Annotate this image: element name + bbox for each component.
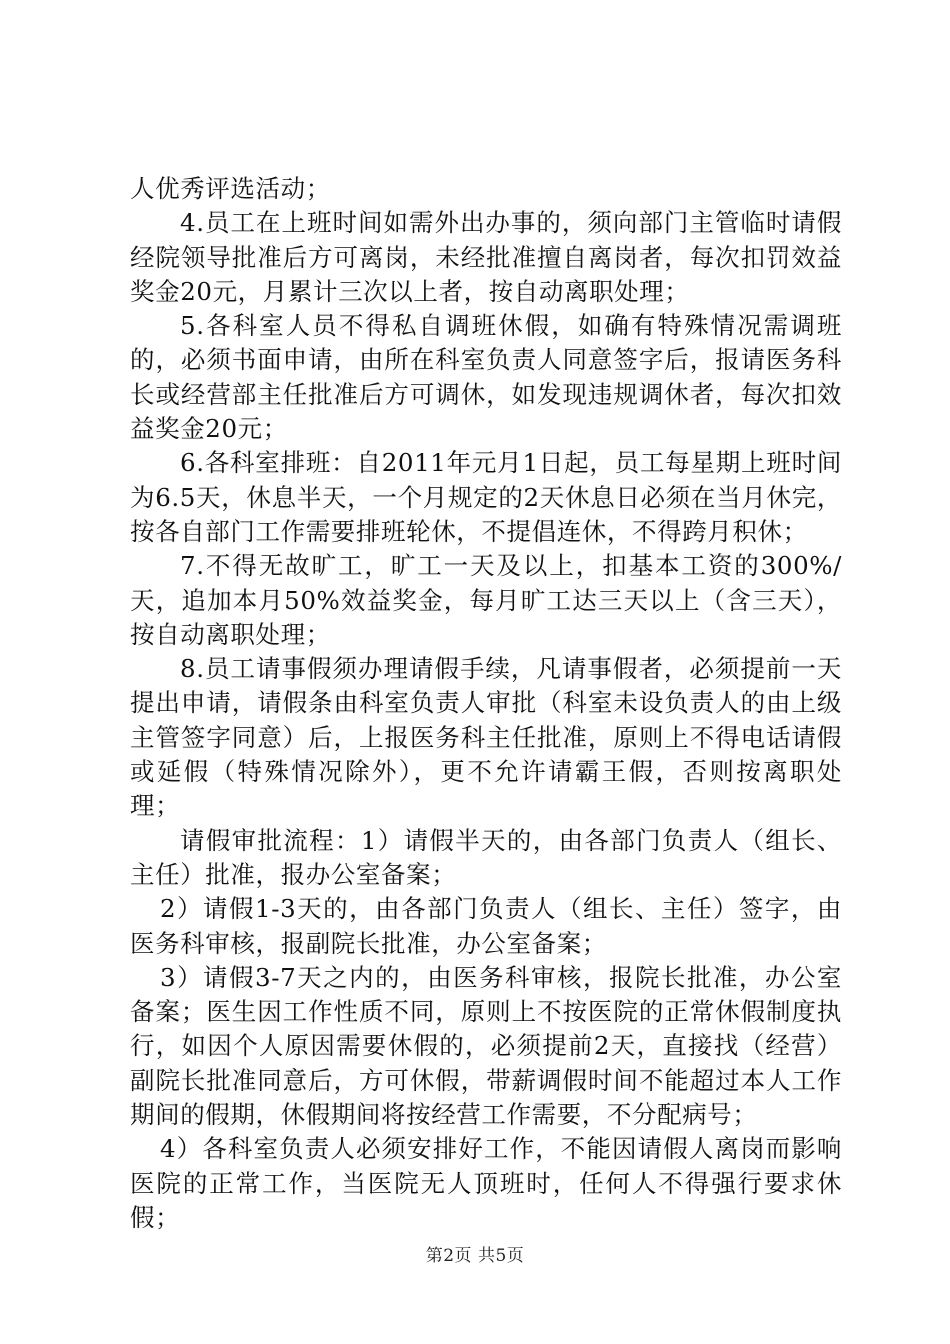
paragraph-item-8: 8.员工请事假须办理请假手续，凡请事假者，必须提前一天提出申请，请假条由科室负责人审批（科室未设负责人的由上级主管签字同意）后，上报医务科主任批准，原则上不得电话请假或延假（特殊情况除外），更不允许请霸王假，否则按离职处理；	[130, 654, 842, 821]
paragraph-item-4: 4.员工在上班时间如需外出办事的，须向部门主管临时请假经院领导批准后方可离岗，未经批准擅自离岗者，每次扣罚效益奖金20元，月累计三次以上者，按自动离职处理；	[130, 208, 842, 306]
document-body	[130, 172, 842, 1235]
paragraph-approval-step-3: 3）请假3-7天之内的，由医务科审核，报院长批准，办公室备案；医生因工作性质不同，原则上不按医院的正常休假制度执行，如因个人原因需要休假的，必须提前2天，直接找（经营）副院长批准同意后，方可休假，带薪调假时间不能超过本人工作期间的假期，休假期间将按经营工作需要，不分配病号；	[130, 962, 842, 1130]
paragraph-item-7: 7.不得无故旷工，旷工一天及以上，扣基本工资的300%/天，追加本月50%效益奖金，每月旷工达三天以上（含三天），按自动离职处理；	[130, 551, 842, 649]
paragraph-approval-step-4: 4）各科室负责人必须安排好工作，不能因请假人离岗而影响医院的正常工作，当医院无人顶班时，任何人不得强行要求休假；	[130, 1134, 842, 1232]
paragraph-item-5: 5.各科室人员不得私自调班休假，如确有特殊情况需调班的，必须书面申请，由所在科室负责人同意签字后，报请医务科长或经营部主任批准后方可调休，如发现违规调休者，每次扣效益奖金20元；	[130, 311, 842, 444]
paragraph-approval-process: 请假审批流程：1）请假半天的，由各部门负责人（组长、主任）批准，报办公室备案；	[130, 825, 842, 889]
paragraph-continuation: 人优秀评选活动；	[130, 174, 331, 203]
paragraph-approval-step-2: 2）请假1-3天的，由各部门负责人（组长、主任）签字，由医务科审核，报副院长批准，办公室备案；	[130, 894, 842, 958]
paragraph-item-6: 6.各科室排班：自2011年元月1日起，员工每星期上班时间为6.5天，休息半天，一个月规定的2天休息日必须在当月休完，按各自部门工作需要排班轮休，不提倡连休，不得跨月积休；	[130, 448, 842, 546]
page-number-footer: 第2页 共5页	[425, 1246, 525, 1266]
